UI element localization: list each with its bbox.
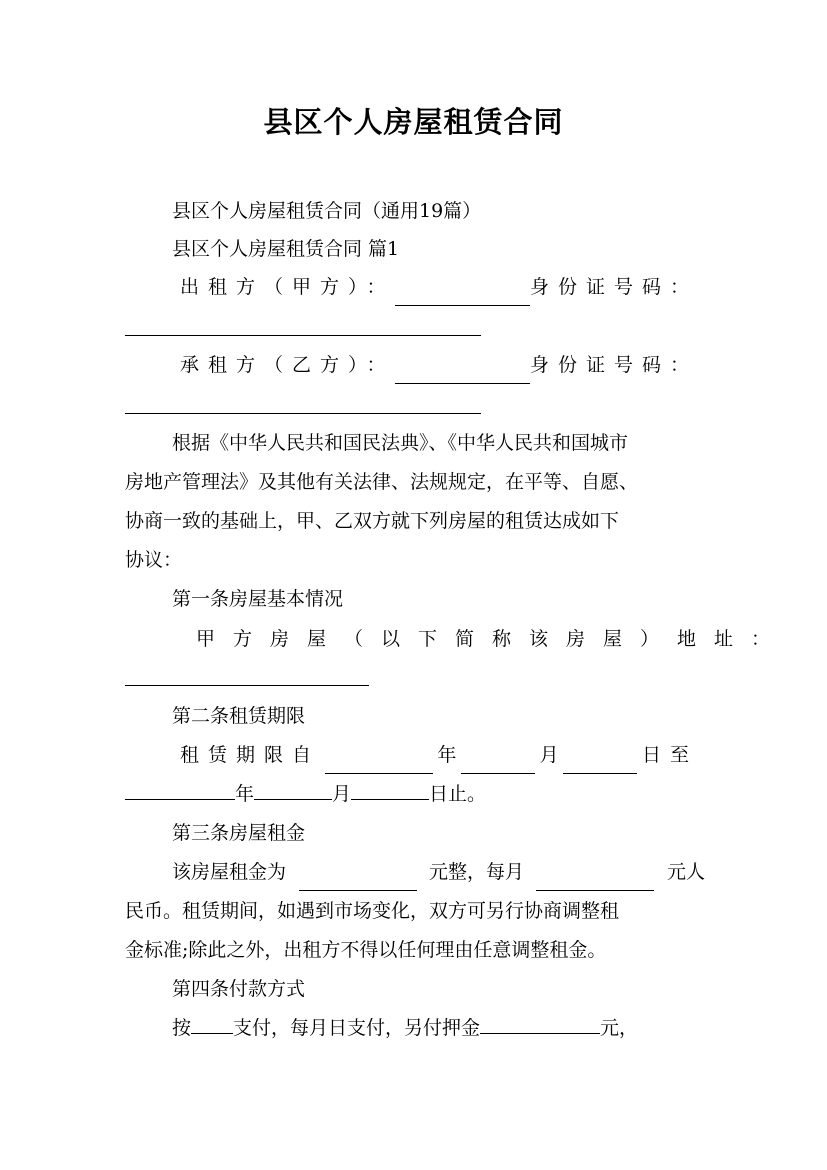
preamble-line-3: 协商一致的基础上，甲、乙双方就下列房屋的租赁达成如下 bbox=[125, 510, 620, 532]
preamble-line-4: 协议： bbox=[125, 549, 183, 571]
start-day-blank bbox=[563, 749, 637, 774]
lease-from-label: 租赁期限自 bbox=[180, 744, 321, 766]
preamble-line-2: 房地产管理法》及其他有关法律、法规规定，在平等、自愿、 bbox=[125, 471, 639, 493]
end-day-label: 日止。 bbox=[429, 783, 487, 805]
lease-end-line bbox=[125, 775, 705, 813]
payment-text-3: 元， bbox=[600, 1017, 639, 1039]
payment-method-blank bbox=[191, 1009, 233, 1034]
article-4-heading: 第四条付款方式 bbox=[172, 978, 306, 1000]
payment-line bbox=[172, 1009, 705, 1047]
lessor-id-label: 身份证号码： bbox=[529, 276, 698, 298]
start-day-to-label: 日至 bbox=[641, 744, 698, 766]
article-1-heading: 第一条房屋基本情况 bbox=[172, 588, 344, 610]
start-month-label: 月 bbox=[539, 744, 559, 766]
payment-text-1: 按 bbox=[172, 1017, 192, 1039]
payment-text-2: 支付，每月日支付，另付押金 bbox=[233, 1017, 481, 1039]
article-1-address-label: 甲方房屋（以下简称该房屋）地址： bbox=[196, 628, 789, 650]
preamble-line-1: 根据《中华人民共和国民法典》、《中华人民共和国城市 bbox=[172, 432, 629, 454]
rent-line bbox=[172, 853, 705, 891]
lease-term-line bbox=[180, 736, 698, 774]
lessor-id-blank bbox=[125, 335, 481, 336]
end-month-blank bbox=[254, 775, 332, 800]
document-subtitle: 县区个人房屋租赁合同（通用19篇） bbox=[172, 200, 482, 222]
rent-text-1: 该房屋租金为 bbox=[172, 861, 287, 883]
lessee-label: 承租方（乙方）： bbox=[180, 354, 395, 376]
lessor-name-blank bbox=[395, 281, 530, 306]
article-2-heading: 第二条租赁期限 bbox=[172, 705, 306, 727]
lessee-id-blank bbox=[125, 413, 481, 414]
end-year-label: 年 bbox=[235, 783, 255, 805]
start-month-blank bbox=[461, 749, 535, 774]
rent-monthly-blank bbox=[536, 866, 654, 891]
rent-line-3: 金标准;除此之外，出租方不得以任何理由任意调整租金。 bbox=[125, 939, 607, 961]
rent-text-3: 元人 bbox=[666, 861, 705, 883]
rent-line-2: 民币。租赁期间，如遇到市场变化，双方可另行协商调整租 bbox=[125, 900, 620, 922]
end-day-blank bbox=[351, 775, 429, 800]
chapter-heading: 县区个人房屋租赁合同 篇1 bbox=[172, 238, 400, 260]
lessee-id-label: 身份证号码： bbox=[529, 354, 698, 376]
deposit-blank bbox=[480, 1009, 600, 1034]
rent-text-2: 元整，每月 bbox=[428, 861, 524, 883]
address-blank bbox=[125, 685, 369, 686]
article-3-heading: 第三条房屋租金 bbox=[172, 822, 306, 844]
lessor-label: 出租方（甲方）： bbox=[180, 276, 395, 298]
end-year-blank bbox=[125, 775, 235, 800]
document-title: 县区个人房屋租赁合同 bbox=[263, 105, 564, 139]
start-year-label: 年 bbox=[437, 744, 457, 766]
start-year-blank bbox=[325, 749, 433, 774]
lessee-name-blank bbox=[395, 359, 530, 384]
lessor-line bbox=[180, 268, 698, 306]
lessee-line bbox=[180, 346, 698, 384]
end-month-label: 月 bbox=[332, 783, 352, 805]
rent-total-blank bbox=[299, 866, 417, 891]
